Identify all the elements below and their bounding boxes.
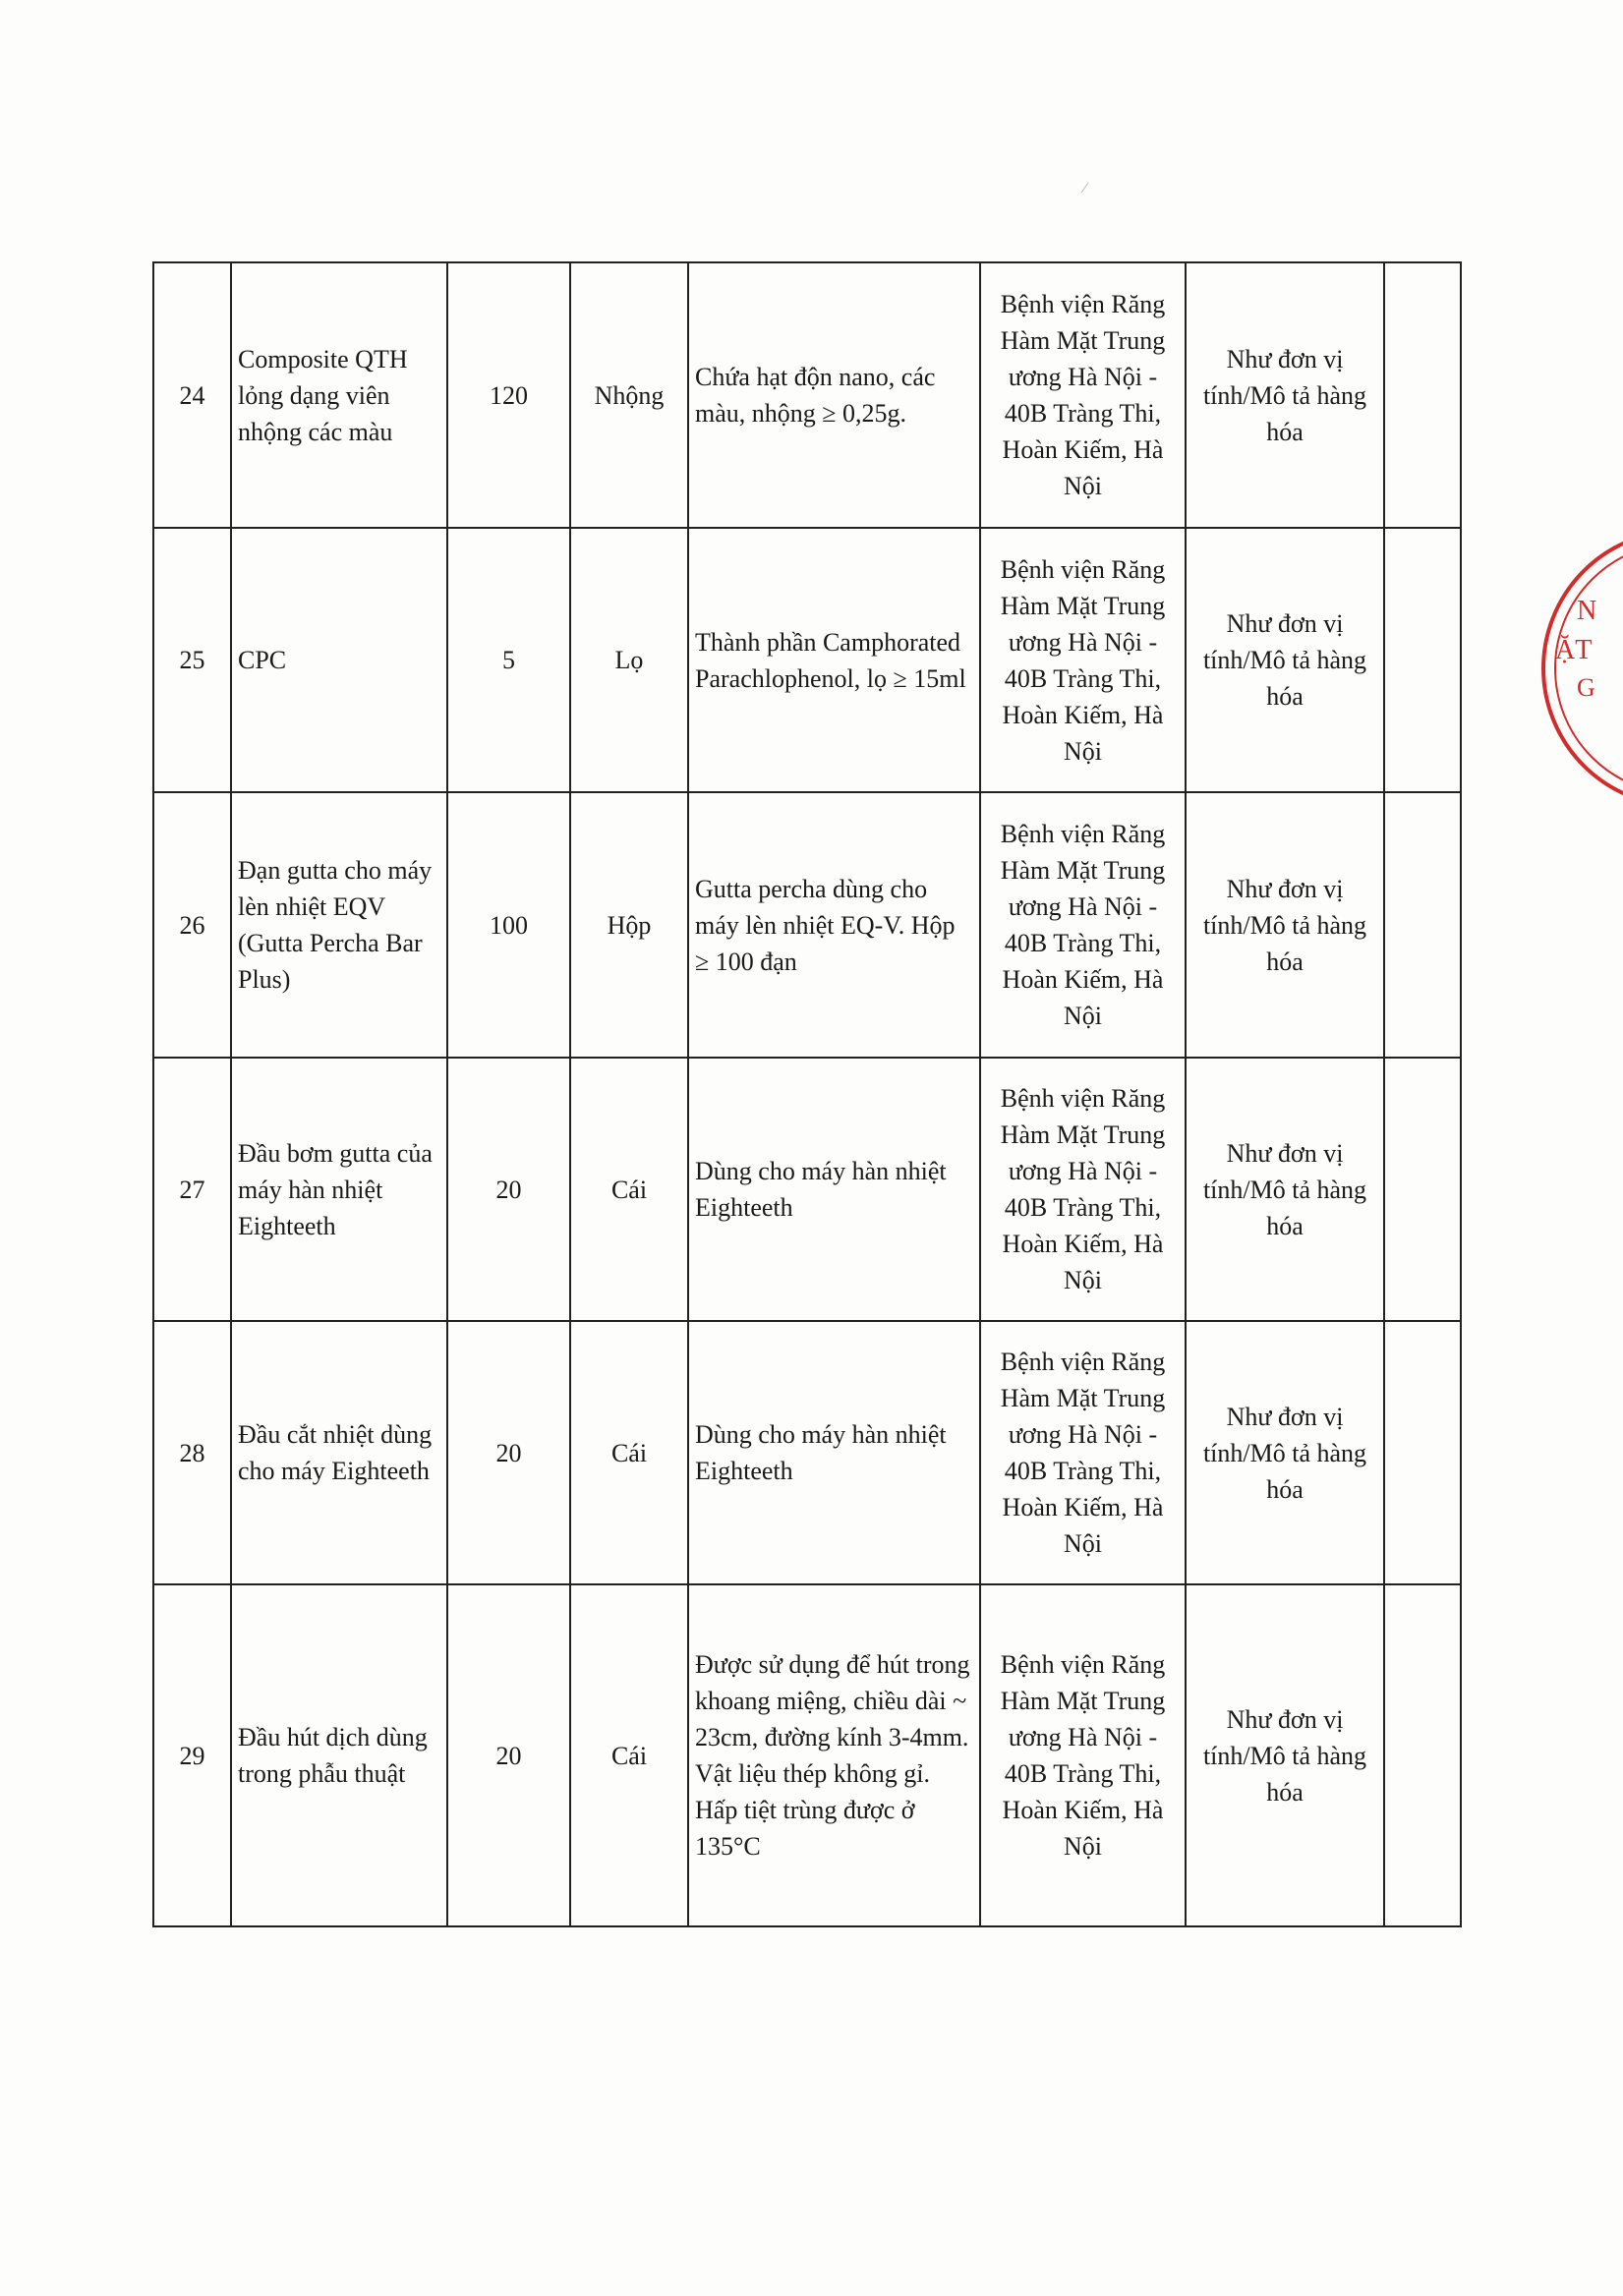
cell-note: Như đơn vị tính/Mô tả hàng hóa — [1186, 262, 1384, 528]
cell-delivery-place: Bệnh viện Răng Hàm Mặt Trung ương Hà Nội - 40B Tràng Thi, Hoàn Kiếm, Hà Nội — [980, 1058, 1186, 1321]
stamp-inner-ring — [1555, 543, 1623, 794]
stamp-seal — [1534, 521, 1623, 816]
table-row — [153, 1058, 1461, 1321]
stamp-outer-ring — [1543, 531, 1623, 806]
cell-quantity: 20 — [447, 1321, 570, 1584]
stamp-text-3: G — [1577, 673, 1595, 702]
cell-unit: Cái — [570, 1584, 688, 1926]
cell-empty — [1384, 792, 1461, 1058]
cell-description: Chứa hạt độn nano, các màu, nhộng ≥ 0,25g. — [688, 262, 980, 528]
cell-quantity: 5 — [447, 528, 570, 792]
stamp-text-2: ẶT — [1555, 635, 1593, 665]
cell-stt: 27 — [153, 1058, 231, 1321]
cell-empty — [1384, 1321, 1461, 1584]
cell-stt: 29 — [153, 1584, 231, 1926]
table-row — [153, 528, 1461, 792]
cell-note: Như đơn vị tính/Mô tả hàng hóa — [1186, 1321, 1384, 1584]
cell-item-name: Composite QTH lỏng dạng viên nhộng các màu — [231, 262, 447, 528]
table-row — [153, 1321, 1461, 1584]
cell-unit: Nhộng — [570, 262, 688, 528]
cell-item-name: Đầu hút dịch dùng trong phẫu thuật — [231, 1584, 447, 1926]
cell-delivery-place: Bệnh viện Răng Hàm Mặt Trung ương Hà Nội - 40B Tràng Thi, Hoàn Kiếm, Hà Nội — [980, 1584, 1186, 1926]
cell-note: Như đơn vị tính/Mô tả hàng hóa — [1186, 1584, 1384, 1926]
cell-stt: 24 — [153, 262, 231, 528]
stamp-text-1: N — [1577, 596, 1597, 626]
table-row — [153, 792, 1461, 1058]
cell-unit: Cái — [570, 1058, 688, 1321]
cell-item-name: Đầu bơm gutta của máy hàn nhiệt Eighteeth — [231, 1058, 447, 1321]
cell-note: Như đơn vị tính/Mô tả hàng hóa — [1186, 528, 1384, 792]
cell-delivery-place: Bệnh viện Răng Hàm Mặt Trung ương Hà Nội - 40B Tràng Thi, Hoàn Kiếm, Hà Nội — [980, 1321, 1186, 1584]
cell-quantity: 100 — [447, 792, 570, 1058]
cell-description: Dùng cho máy hàn nhiệt Eighteeth — [688, 1058, 980, 1321]
cell-empty — [1384, 1584, 1461, 1926]
cell-unit: Cái — [570, 1321, 688, 1584]
cell-stt: 28 — [153, 1321, 231, 1584]
cell-note: Như đơn vị tính/Mô tả hàng hóa — [1186, 792, 1384, 1058]
cell-delivery-place: Bệnh viện Răng Hàm Mặt Trung ương Hà Nội - 40B Tràng Thi, Hoàn Kiếm, Hà Nội — [980, 792, 1186, 1058]
table-row — [153, 1584, 1461, 1926]
cell-stt: 25 — [153, 528, 231, 792]
cell-description: Thành phần Camphorated Parachlophenol, lọ ≥ 15ml — [688, 528, 980, 792]
cell-quantity: 120 — [447, 262, 570, 528]
cell-description: Gutta percha dùng cho máy lèn nhiệt EQ-V. Hộp ≥ 100 đạn — [688, 792, 980, 1058]
scan-mark — [1079, 181, 1091, 195]
cell-stt: 26 — [153, 792, 231, 1058]
cell-quantity: 20 — [447, 1058, 570, 1321]
items-table — [152, 261, 1462, 1927]
cell-empty — [1384, 1058, 1461, 1321]
cell-description: Được sử dụng để hút trong khoang miệng, chiều dài ~ 23cm, đường kính 3-4mm. Vật liệu thép không gỉ. Hấp tiệt trùng được ở 135°C — [688, 1584, 980, 1926]
cell-delivery-place: Bệnh viện Răng Hàm Mặt Trung ương Hà Nội - 40B Tràng Thi, Hoàn Kiếm, Hà Nội — [980, 528, 1186, 792]
cell-delivery-place: Bệnh viện Răng Hàm Mặt Trung ương Hà Nội - 40B Tràng Thi, Hoàn Kiếm, Hà Nội — [980, 262, 1186, 528]
cell-quantity: 20 — [447, 1584, 570, 1926]
cell-empty — [1384, 528, 1461, 792]
table-row — [153, 262, 1461, 528]
cell-item-name: Đạn gutta cho máy lèn nhiệt EQV (Gutta Percha Bar Plus) — [231, 792, 447, 1058]
cell-empty — [1384, 262, 1461, 528]
cell-unit: Hộp — [570, 792, 688, 1058]
cell-note: Như đơn vị tính/Mô tả hàng hóa — [1186, 1058, 1384, 1321]
cell-item-name: Đầu cắt nhiệt dùng cho máy Eighteeth — [231, 1321, 447, 1584]
cell-description: Dùng cho máy hàn nhiệt Eighteeth — [688, 1321, 980, 1584]
cell-unit: Lọ — [570, 528, 688, 792]
cell-item-name: CPC — [231, 528, 447, 792]
